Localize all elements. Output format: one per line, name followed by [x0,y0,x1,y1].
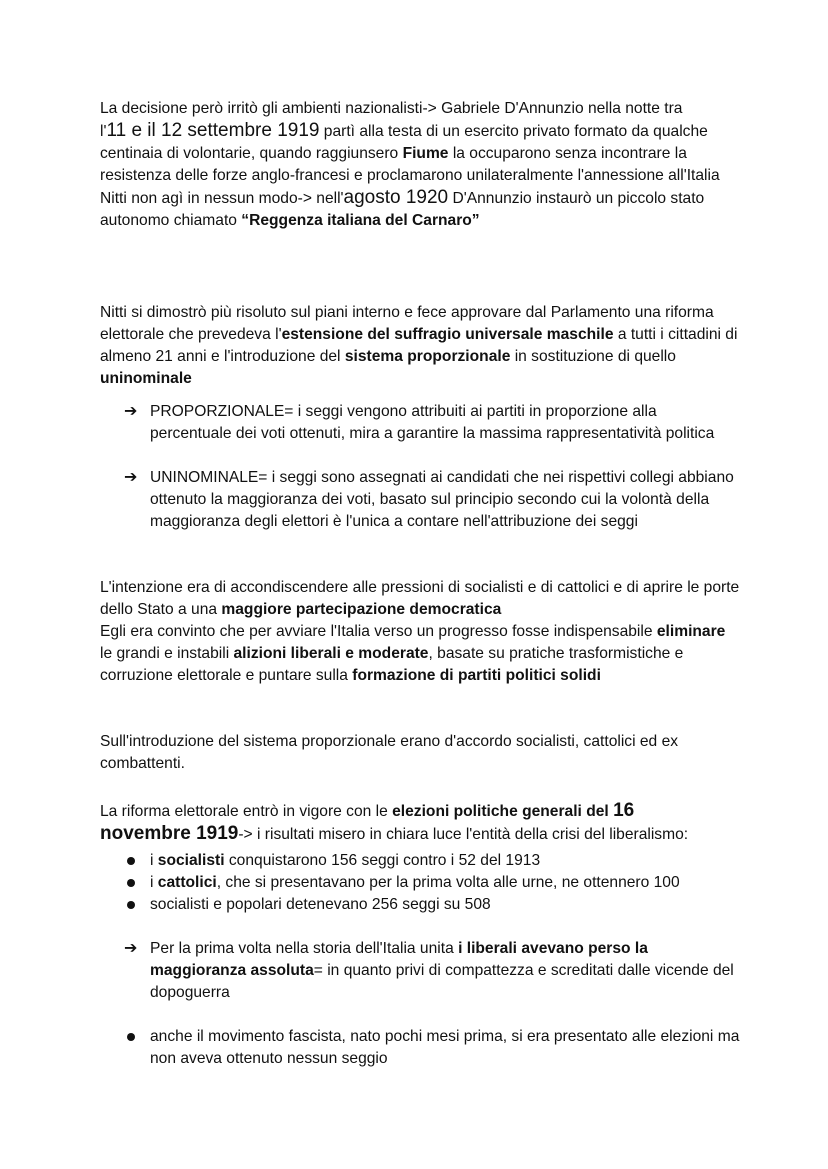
paragraph-riforma [100,302,740,390]
arrow-bullet-icon: ➔ [124,403,138,420]
paragraph-fiume [100,98,740,232]
arrow-item-liberali [150,938,740,1004]
text: D'Annunzio instaurò un piccolo stato autonomo chiamato [100,190,705,229]
paragraph-intenzione [100,577,740,687]
text: Per la prima volta nella storia dell'Italia unita [150,940,459,957]
bullet-cattolici [150,872,740,894]
bold-term: eliminare [656,623,726,640]
text: in sostituzione di quello [510,348,676,365]
bullet-fascisti: anche il movimento fascista, nato pochi mesi prima, si era presentato alle elezioni ma non aveva ottenuto nessun seggio [150,1028,740,1067]
text: i [150,852,158,869]
bold-term: formazione di partiti politici solidi [352,667,601,684]
bold-term: maggiore partecipazione democratica [221,601,502,618]
bold-term: i liberali avevano perso la maggioranza assoluta [150,940,648,979]
text: , che si presentavano per la prima volta alle urne, ne ottennero 100 [216,874,680,891]
text: partì alla testa di un esercito privato formato da qualche centinaia di volontarie, quando raggiunsero [100,123,708,162]
bold-term: “Reggenza italiana del Carnaro” [241,212,480,229]
bullet-dot-icon [127,857,135,865]
text: La decisione però irritò gli ambienti nazionalisti-> Gabriele D'Annunzio nella notte tra [100,100,683,117]
bold-term: alizioni liberali e moderate [233,645,429,662]
text: La riforma elettorale entrò in vigore con le [100,803,393,820]
bold-term: sistema proporzionale [344,348,511,365]
text: la occuparono senza incontrare la resistenza delle forze anglo-francesi e proclamarono unilateralmente l'annessione all'Italia [100,145,720,184]
text: conquistarono 156 seggi contro i 52 del 1913 [224,852,541,869]
text: Nitti si dimostrò più risoluto sul piani interno e fece approvare dal Parlamento una riforma elettorale che prevedeva l' [100,304,714,343]
text: Egli era convinto che per avviare l'Italia verso un progresso fosse indispensabile [100,623,657,640]
text: le grandi e instabili [100,645,234,662]
bold-term: Fiume [402,145,449,162]
arrow-bullet-icon: ➔ [124,469,138,486]
date-highlight: agosto 1920 [343,187,449,208]
arrow-item-proporzionale: PROPORZIONALE= i seggi vengono attribuiti ai partiti in proporzione alla percentuale dei voti ottenuti, mira a garantire la massima rappresentatività politica [150,403,715,442]
arrow-bullet-icon: ➔ [124,940,138,957]
date-highlight: 11 e il 12 settembre 1919 [106,120,320,141]
date-highlight: novembre 1919 [100,823,239,844]
arrow-item-uninominale: UNINOMINALE= i seggi sono assegnati ai candidati che nei rispettivi collegi abbiano ottenuto la maggioranza dei voti, basato sul principio secondo cui la volontà della maggioranza degli elettori è l'unica a contare nell'attribuzione dei seggi [150,469,734,530]
text: a tutti i cittadini di almeno 21 anni e l'introduzione del [100,326,738,365]
text: L'intenzione era di accondiscendere alle pressioni di socialisti e di cattolici e di aprire le porte dello Stato a una [100,579,740,618]
bold-term: cattolici [157,874,217,891]
text: , basate su pratiche trasformistiche e corruzione elettorale e puntare sulla [100,645,684,684]
text: -> i risultati misero in chiara luce l'entità della crisi del liberalismo: [238,826,689,843]
paragraph-elezioni [100,800,740,846]
bold-term: uninominale [100,370,192,387]
bullet-dot-icon [127,901,135,909]
paragraph-accordo: Sull'introduzione del sistema proporzionale erano d'accordo socialisti, cattolici ed ex combattenti. [100,733,679,772]
text: Nitti non agì in nessun modo-> nell' [100,190,344,207]
date-highlight: 16 [613,800,635,821]
bullet-dot-icon [127,1033,135,1041]
bullet-seggi: socialisti e popolari detenevano 256 seggi su 508 [150,896,491,913]
text: l' [100,123,107,140]
text: i [150,874,158,891]
bold-term: elezioni politiche generali del [392,803,614,820]
bold-term: estensione del suffragio universale maschile [281,326,614,343]
bold-term: socialisti [157,852,225,869]
bullet-dot-icon [127,879,135,887]
bullet-socialisti [150,850,740,872]
text: = in quanto privi di compattezza e screditati dalle vicende del dopoguerra [150,962,734,1001]
